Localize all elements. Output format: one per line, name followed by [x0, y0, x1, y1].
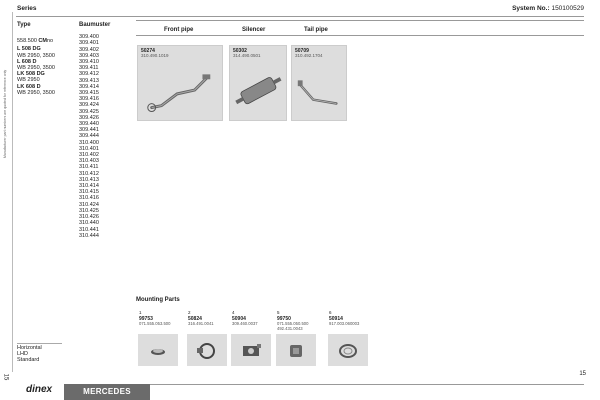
- baumuster-item: 310.416: [79, 195, 99, 202]
- reference-note: Manufacturer part numbers are quoted for reference only: [3, 69, 7, 158]
- mounting-parts-title: Mounting Parts: [136, 297, 180, 303]
- baumuster-item: 310.412: [79, 170, 99, 177]
- dinex-logo: [24, 380, 58, 396]
- silencer-icon: [230, 60, 286, 120]
- clamp-icon: [187, 334, 227, 366]
- baumuster-item: 310.444: [79, 232, 99, 239]
- mounting-part[interactable]: [328, 310, 368, 366]
- type-header: Type: [17, 22, 31, 28]
- baumuster-item: 309.413: [79, 77, 99, 84]
- part-number: 50904: [232, 316, 246, 322]
- baumuster-item: 310.415: [79, 189, 99, 196]
- oe-number: 314.490.0501: [233, 53, 261, 58]
- baumuster-item: 310.440: [79, 220, 99, 227]
- baumuster-item: 309.401: [79, 40, 99, 47]
- baumuster-item: 310.402: [79, 152, 99, 159]
- baumuster-item: 309.414: [79, 83, 99, 90]
- baumuster-item: 309.444: [79, 133, 99, 140]
- baumuster-item: 310.403: [79, 158, 99, 165]
- mount-index: 5: [277, 310, 280, 315]
- gasket-icon: [138, 334, 178, 366]
- oe-number: 310.492.1704: [295, 53, 323, 58]
- baumuster-item: 309.416: [79, 96, 99, 103]
- baumuster-item: 310.400: [79, 139, 99, 146]
- mounting-part[interactable]: [231, 310, 271, 366]
- tail-pipe-header: Tail pipe: [304, 27, 328, 33]
- type-column: [17, 22, 77, 96]
- baumuster-item: 309.424: [79, 102, 99, 109]
- part-number: 50824: [188, 316, 202, 322]
- type-entry: LK 608 D WB 2950, 3500: [17, 83, 55, 96]
- baumuster-item: 309.410: [79, 59, 99, 66]
- baumuster-item: 310.401: [79, 145, 99, 152]
- oe-number: 316.491.0041: [188, 321, 214, 326]
- baumuster-item: 310.414: [79, 183, 99, 190]
- system-number-value: 150100529: [551, 5, 584, 12]
- left-divider: [12, 12, 13, 372]
- front-pipe-header: Front pipe: [164, 27, 194, 33]
- baumuster-item: 309.440: [79, 121, 99, 128]
- type-prefix: 558.500 CMno: [17, 38, 54, 45]
- oe-number: 917.003.060003: [329, 321, 360, 326]
- bracket-icon: [231, 334, 271, 366]
- baumuster-item: 310.425: [79, 207, 99, 214]
- rubber-mount-icon: [276, 334, 316, 366]
- baumuster-item: 310.413: [79, 176, 99, 183]
- parts-header: [136, 20, 584, 36]
- baumuster-column: [79, 22, 129, 239]
- mounting-part[interactable]: [138, 310, 178, 366]
- baumuster-item: 310.441: [79, 226, 99, 233]
- part-number: 50914: [329, 316, 343, 322]
- baumuster-item: 309.426: [79, 114, 99, 121]
- type-entry: L 508 DG WB 2950, 3500: [17, 46, 55, 59]
- baumuster-header: Baumuster: [79, 22, 111, 28]
- baumuster-item: 309.415: [79, 90, 99, 97]
- front-pipe-part[interactable]: [137, 45, 223, 121]
- baumuster-item: 309.425: [79, 108, 99, 115]
- series-label: Series: [17, 5, 37, 12]
- footer-divider: [17, 343, 62, 344]
- svg-text:dinex: dinex: [26, 384, 53, 395]
- baumuster-item: 309.411: [79, 65, 99, 72]
- part-number: 99750: [277, 316, 291, 322]
- baumuster-list: [79, 34, 129, 239]
- system-number-label: System No.:: [512, 5, 550, 12]
- oe-number: 071.555.050.500 492.431.0043: [277, 321, 309, 331]
- header-divider: [16, 16, 584, 17]
- baumuster-item: 310.426: [79, 214, 99, 221]
- part-number: 99753: [139, 316, 153, 322]
- silencer-part[interactable]: [229, 45, 287, 121]
- brand-banner: MERCEDES: [64, 384, 150, 400]
- silencer-header: Silencer: [242, 27, 266, 33]
- baumuster-item: 309.402: [79, 46, 99, 53]
- type-entry: LK 508 DG WB 2950: [17, 71, 45, 84]
- mount-index: 4: [232, 310, 235, 315]
- mounting-part[interactable]: [276, 310, 316, 366]
- part-number: 50709: [295, 48, 309, 54]
- part-number: 50274: [141, 48, 155, 54]
- baumuster-item: 309.400: [79, 34, 99, 41]
- system-number: [512, 5, 584, 12]
- oe-number: 309.460.0037: [232, 321, 258, 326]
- oe-number: 310.490.1019: [141, 53, 169, 58]
- page-number-left: 15: [2, 373, 9, 381]
- tail-pipe-part[interactable]: [291, 45, 347, 121]
- mount-index: 6: [329, 310, 332, 315]
- mount-index: 1: [139, 310, 142, 315]
- part-number: 50302: [233, 48, 247, 54]
- oe-number: 071.555.053.500: [139, 321, 171, 326]
- baumuster-item: 309.441: [79, 127, 99, 134]
- configuration-notes: Horizontal LHD Standard: [17, 345, 42, 364]
- page-number-right: 15: [579, 371, 586, 377]
- baumuster-item: 310.411: [79, 164, 99, 171]
- baumuster-item: 310.424: [79, 201, 99, 208]
- mount-index: 2: [188, 310, 191, 315]
- baumuster-item: 309.403: [79, 52, 99, 59]
- baumuster-item: 309.412: [79, 71, 99, 78]
- tail-pipe-icon: [292, 60, 346, 120]
- type-entry: L 608 D WB 2950, 3500: [17, 58, 55, 72]
- ring-gasket-icon: [328, 334, 368, 366]
- front-pipe-icon: [138, 60, 222, 120]
- mounting-part[interactable]: [187, 310, 227, 366]
